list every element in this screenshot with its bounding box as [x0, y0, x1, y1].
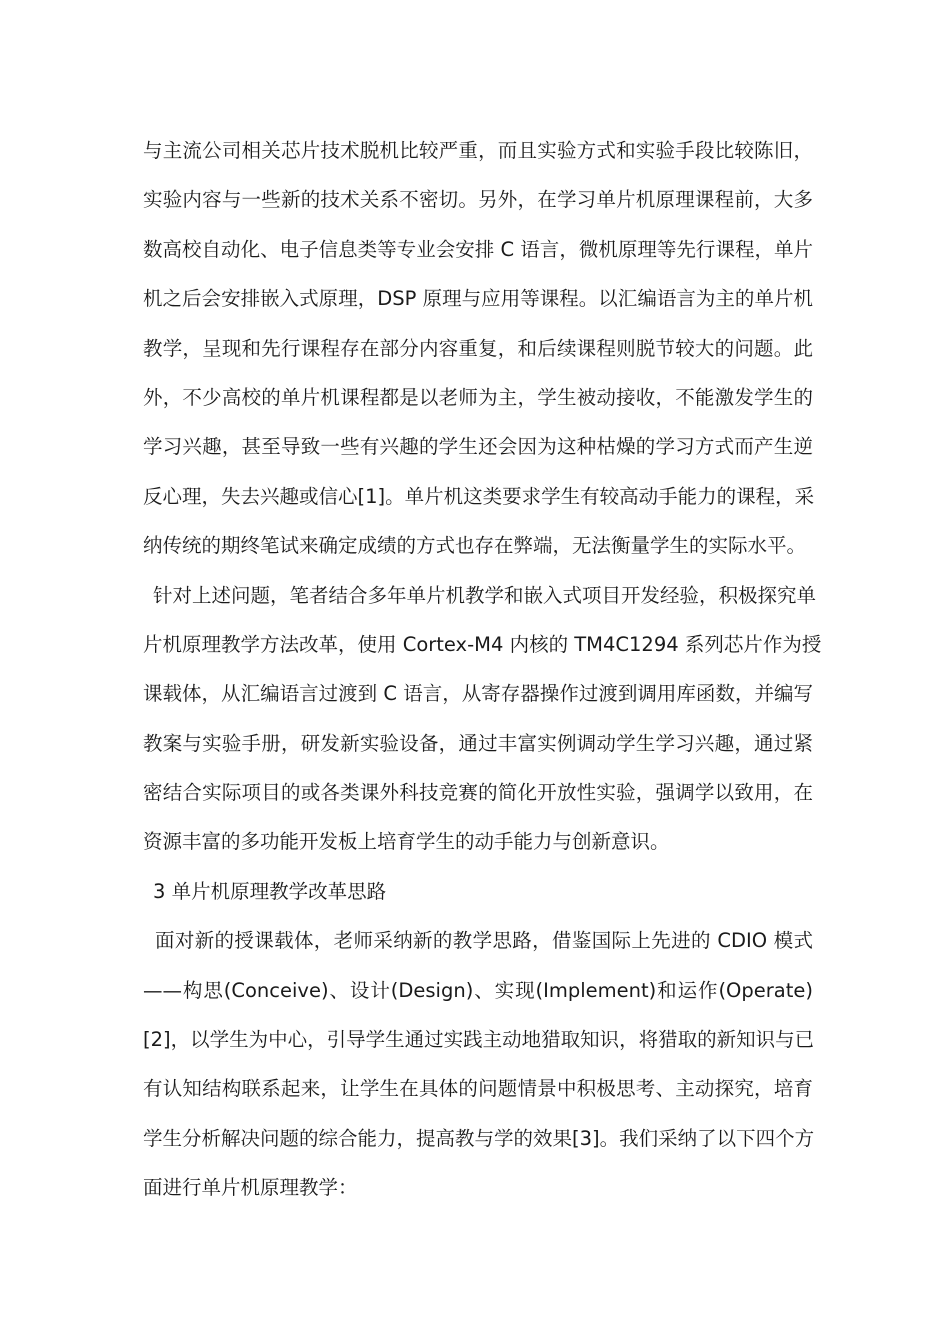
text-line: 课载体，从汇编语言过渡到 C 语言，从寄存器操作过渡到调用库函数，并编写	[143, 682, 813, 706]
body-text	[143, 126, 822, 1213]
text-line: 机之后会安排嵌入式原理，DSP 原理与应用等课程。以汇编语言为主的单片机	[143, 287, 813, 311]
text-line: 纳传统的期终笔试来确定成绩的方式也存在弊端，无法衡量学生的实际水平。	[143, 534, 807, 558]
text-line: 学习兴趣，甚至导致一些有兴趣的学生还会因为这种枯燥的学习方式而产生逆	[143, 435, 813, 459]
text-line: 外，不少高校的单片机课程都是以老师为主，学生被动接收，不能激发学生的	[143, 385, 813, 409]
text-line: 与主流公司相关芯片技术脱机比较严重，而且实验方式和实验手段比较陈旧，	[143, 139, 813, 162]
text-line: 数高校自动化、电子信息类等专业会安排 C 语言，微机原理等先行课程，单片	[143, 237, 813, 261]
text-line: 针对上述问题，笔者结合多年单片机教学和嵌入式项目开发经验，积极探究单	[153, 583, 817, 607]
text-line: 有认知结构联系起来，让学生在具体的问题情景中积极思考、主动探究，培育	[143, 1077, 813, 1101]
text-line: 面对新的授课载体，老师采纳新的教学思路，借鉴国际上先进的 CDIO 模式	[155, 929, 813, 953]
text-line: 实验内容与一些新的技术关系不密切。另外，在学习单片机原理课程前，大多	[143, 188, 813, 212]
text-line: 密结合实际项目的或各类课外科技竞赛的简化开放性实验，强调学以致用，在	[143, 781, 813, 805]
section-heading: 3 单片机原理教学改革思路	[153, 879, 387, 903]
text-line: 教学，呈现和先行课程存在部分内容重复，和后续课程则脱节较大的问题。此	[143, 336, 813, 360]
text-line: 反心理，失去兴趣或信心[1]。单片机这类要求学生有较高动手能力的课程，采	[143, 484, 815, 508]
text-line: 资源丰富的多功能开发板上培育学生的动手能力与创新意识。	[143, 830, 670, 854]
text-line: 面进行单片机原理教学：	[143, 1176, 358, 1200]
text-line: 教案与实验手册，研发新实验设备，通过丰富实例调动学生学习兴趣，通过紧	[143, 731, 813, 755]
text-line: 学生分析解决问题的综合能力，提高教与学的效果[3]。我们采纳了以下四个方	[143, 1126, 815, 1150]
text-line: ——构思(Conceive)、设计(Design)、实现(Implement)和运作(Operate)	[143, 978, 813, 1002]
text-line: [2]，以学生为中心，引导学生通过实践主动地猎取知识，将猎取的新知识与已	[143, 1028, 815, 1052]
text-line: 片机原理教学方法改革，使用 Cortex-M4 内核的 TM4C1294 系列芯片作为授	[143, 632, 822, 656]
